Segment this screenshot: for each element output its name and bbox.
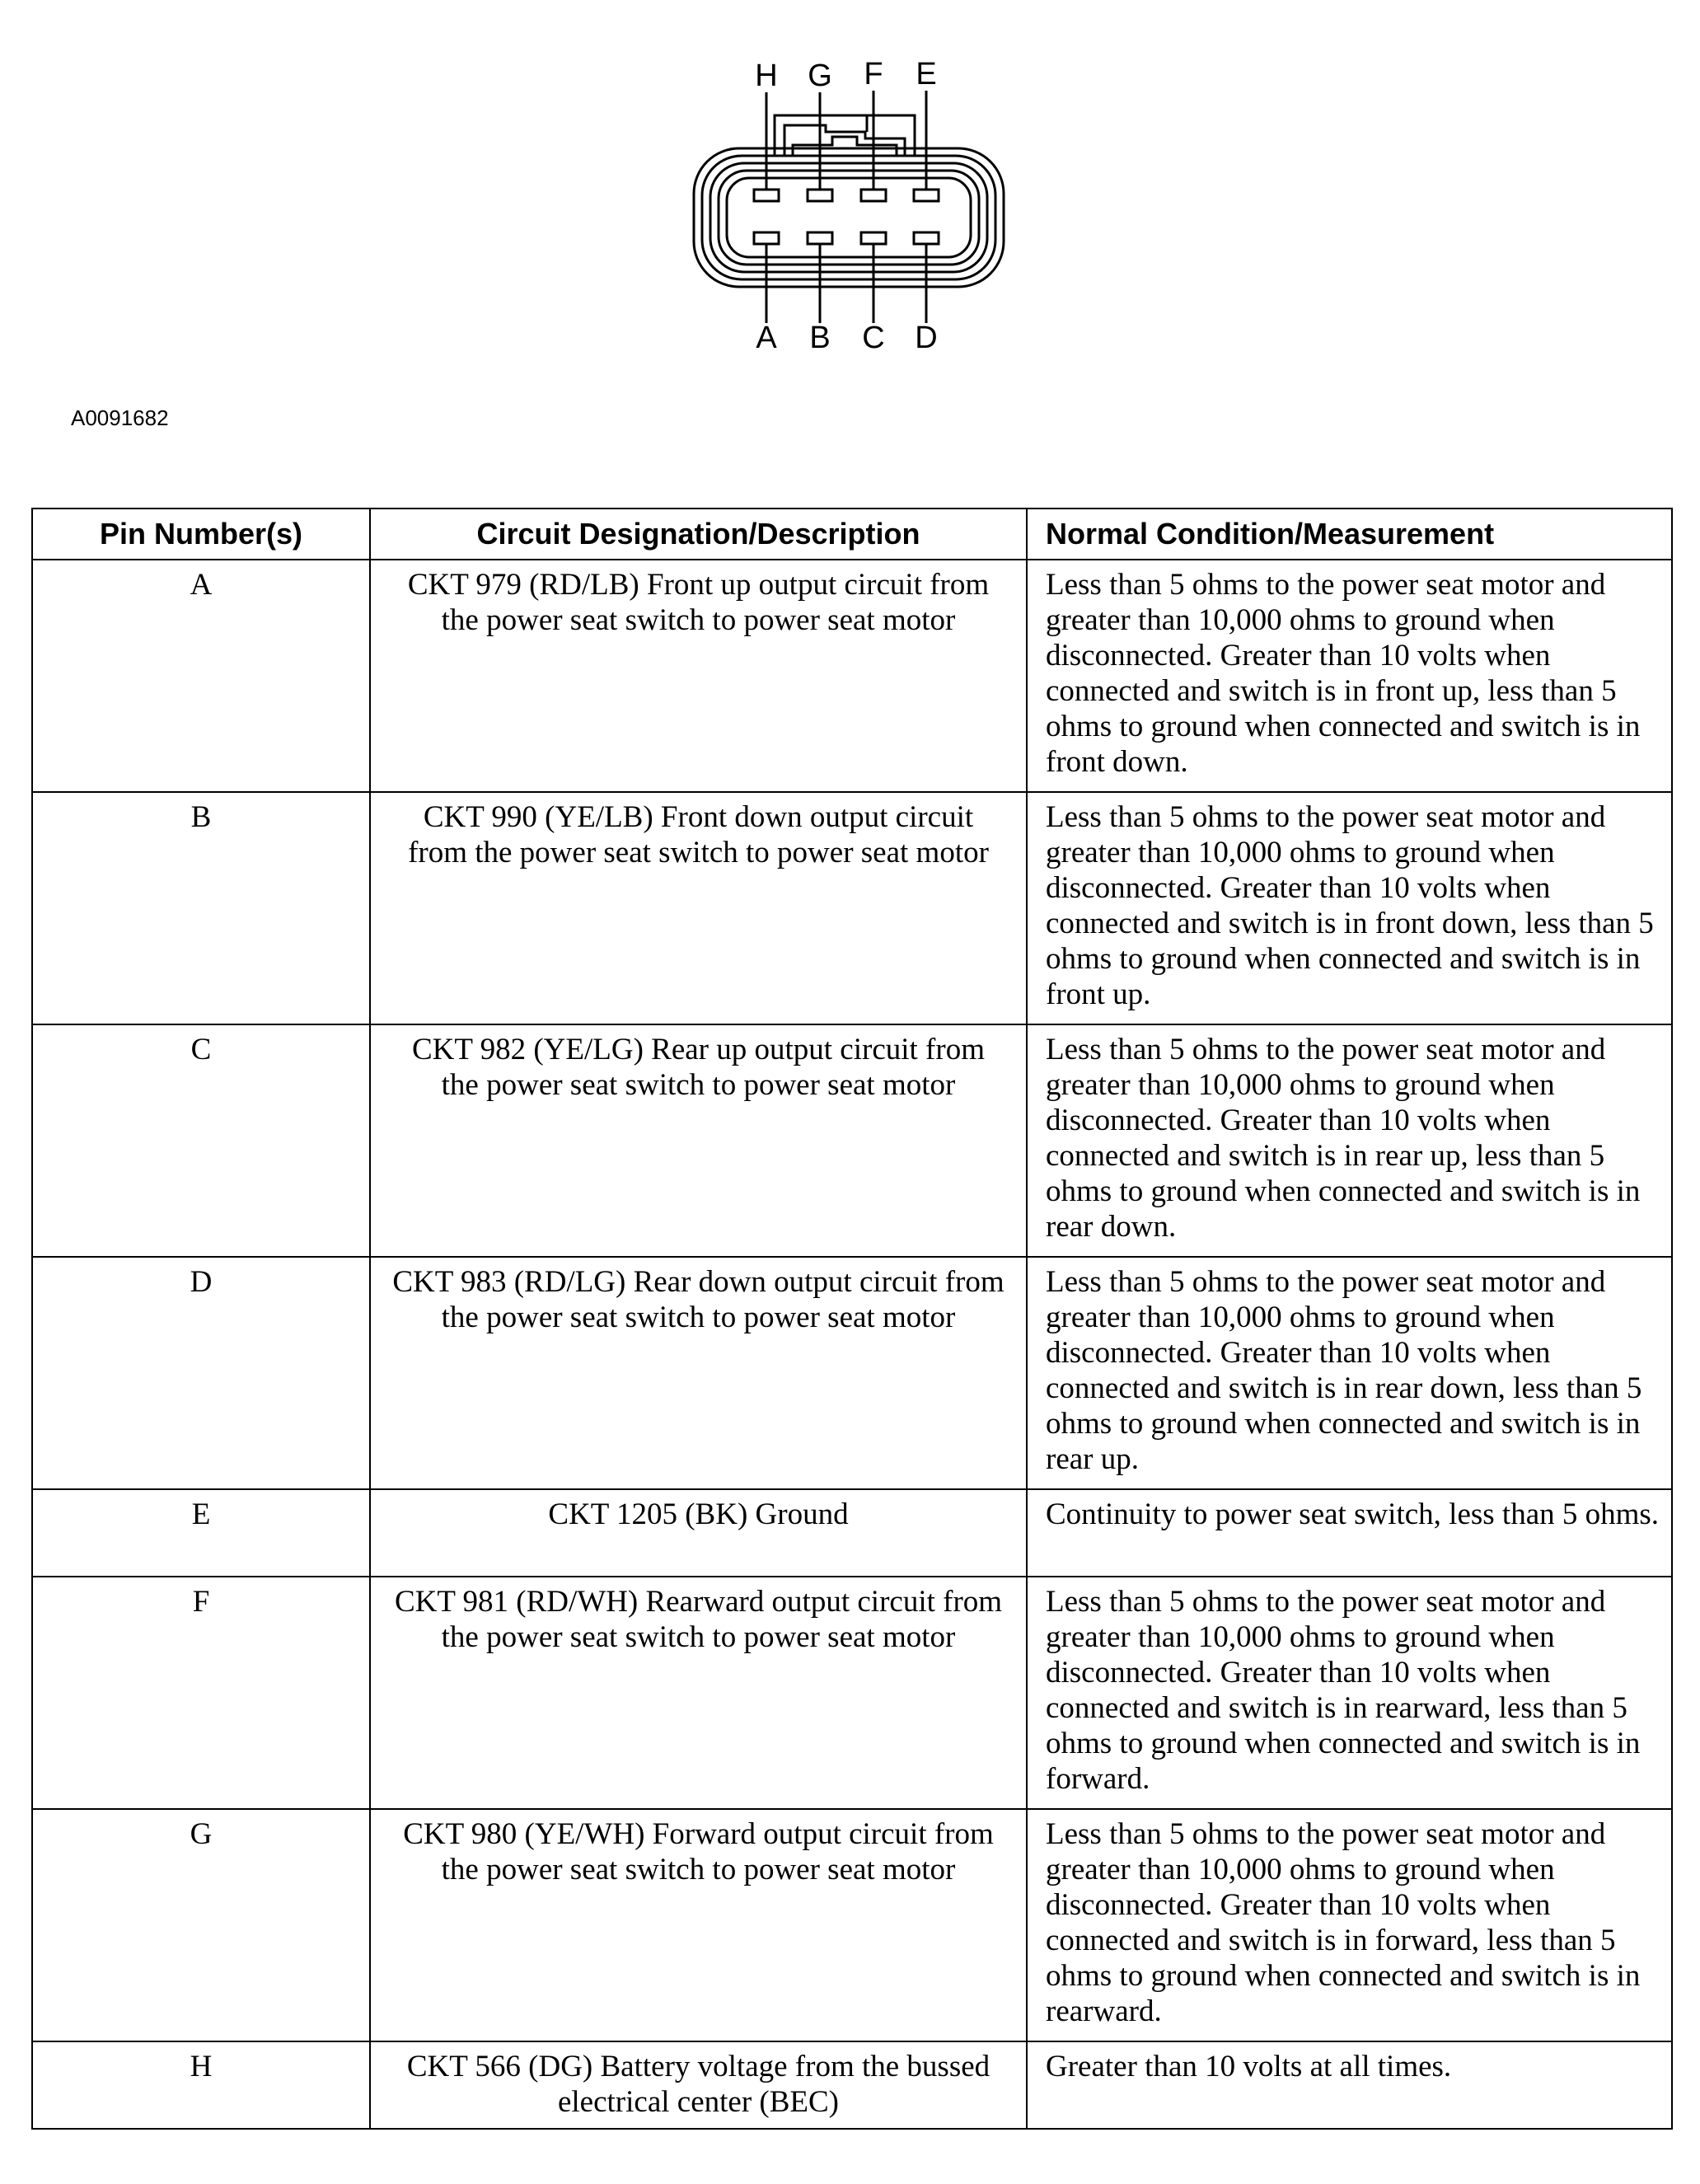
pin-cell: C (32, 1024, 370, 1257)
measurement-cell: Less than 5 ohms to the power seat motor and greater than 10,000 ohms to ground when disconnected. Greater than 10 volts when connected and switch is in rear down, less than 5 ohms to ground when connected and switch is in rear up. (1027, 1257, 1672, 1489)
table-row (32, 1257, 1672, 1489)
terminal-f (861, 190, 886, 201)
header-pin-number: Pin Number(s) (32, 509, 370, 560)
description-cell: CKT 982 (YE/LG) Rear up output circuit from the power seat switch to power seat motor (370, 1024, 1027, 1257)
table-row (32, 560, 1672, 792)
measurement-cell: Less than 5 ohms to the power seat motor and greater than 10,000 ohms to ground when disconnected. Greater than 10 volts when connected and switch is in rear up, less than 5 ohms to ground when connected and switch is in rear down. (1027, 1024, 1672, 1257)
terminal-b (808, 232, 832, 244)
pin-label-a: A (756, 321, 777, 355)
pin-label-d: D (915, 321, 938, 355)
connector-diagram (676, 49, 1022, 363)
table-header-row (32, 509, 1672, 560)
terminal-h (754, 190, 779, 201)
pin-cell: A (32, 560, 370, 792)
description-cell: CKT 979 (RD/LB) Front up output circuit from the power seat switch to power seat motor (370, 560, 1027, 792)
pin-label-e: E (916, 57, 937, 91)
pin-cell: E (32, 1489, 370, 1577)
connector-housing (694, 148, 1004, 287)
pin-cell: D (32, 1257, 370, 1489)
description-cell: CKT 990 (YE/LB) Front down output circuit from the power seat switch to power seat motor (370, 792, 1027, 1024)
table-row (32, 1489, 1672, 1577)
description-cell: CKT 1205 (BK) Ground (370, 1489, 1027, 1577)
pin-table (31, 508, 1673, 2130)
measurement-cell: Less than 5 ohms to the power seat motor and greater than 10,000 ohms to ground when disconnected. Greater than 10 volts when connected and switch is in forward, less than 5 ohms to ground when connected and switch is in rearward. (1027, 1809, 1672, 2041)
table-row (32, 1809, 1672, 2041)
terminal-a (754, 232, 779, 244)
pin-label-c: C (862, 321, 885, 355)
table-row (32, 1577, 1672, 1809)
measurement-cell: Greater than 10 volts at all times. (1027, 2041, 1672, 2129)
table-row (32, 792, 1672, 1024)
terminal-c (861, 232, 886, 244)
measurement-cell: Less than 5 ohms to the power seat motor and greater than 10,000 ohms to ground when disconnected. Greater than 10 volts when connected and switch is in front up, less than 5 ohms to ground when connected and switch is in front down. (1027, 560, 1672, 792)
table-row (32, 1024, 1672, 1257)
pin-label-f: F (864, 57, 883, 91)
description-cell: CKT 980 (YE/WH) Forward output circuit from the power seat switch to power seat motor (370, 1809, 1027, 2041)
pin-cell: G (32, 1809, 370, 2041)
header-circuit-description: Circuit Designation/Description (370, 509, 1027, 560)
terminal-g (808, 190, 832, 201)
description-cell: CKT 566 (DG) Battery voltage from the bussed electrical center (BEC) (370, 2041, 1027, 2129)
description-cell: CKT 981 (RD/WH) Rearward output circuit from the power seat switch to power seat motor (370, 1577, 1027, 1809)
pin-cell: H (32, 2041, 370, 2129)
figure-id: A0091682 (71, 405, 169, 430)
pin-label-h: H (755, 59, 778, 93)
measurement-cell: Less than 5 ohms to the power seat motor and greater than 10,000 ohms to ground when disconnected. Greater than 10 volts when connected and switch is in rearward, less than 5 ohms to ground when connected and switch is in forward. (1027, 1577, 1672, 1809)
pin-label-b: B (809, 321, 831, 355)
terminal-d (914, 232, 939, 244)
terminal-e (914, 190, 939, 201)
pin-cell: B (32, 792, 370, 1024)
table-row (32, 2041, 1672, 2129)
measurement-cell: Continuity to power seat switch, less than 5 ohms. (1027, 1489, 1672, 1577)
pin-cell: F (32, 1577, 370, 1809)
header-normal-condition: Normal Condition/Measurement (1027, 509, 1672, 560)
pin-label-g: G (808, 59, 832, 93)
measurement-cell: Less than 5 ohms to the power seat motor and greater than 10,000 ohms to ground when disconnected. Greater than 10 volts when connected and switch is in front down, less than 5 ohms to ground when connected and switch is in front up. (1027, 792, 1672, 1024)
description-cell: CKT 983 (RD/LG) Rear down output circuit from the power seat switch to power seat motor (370, 1257, 1027, 1489)
